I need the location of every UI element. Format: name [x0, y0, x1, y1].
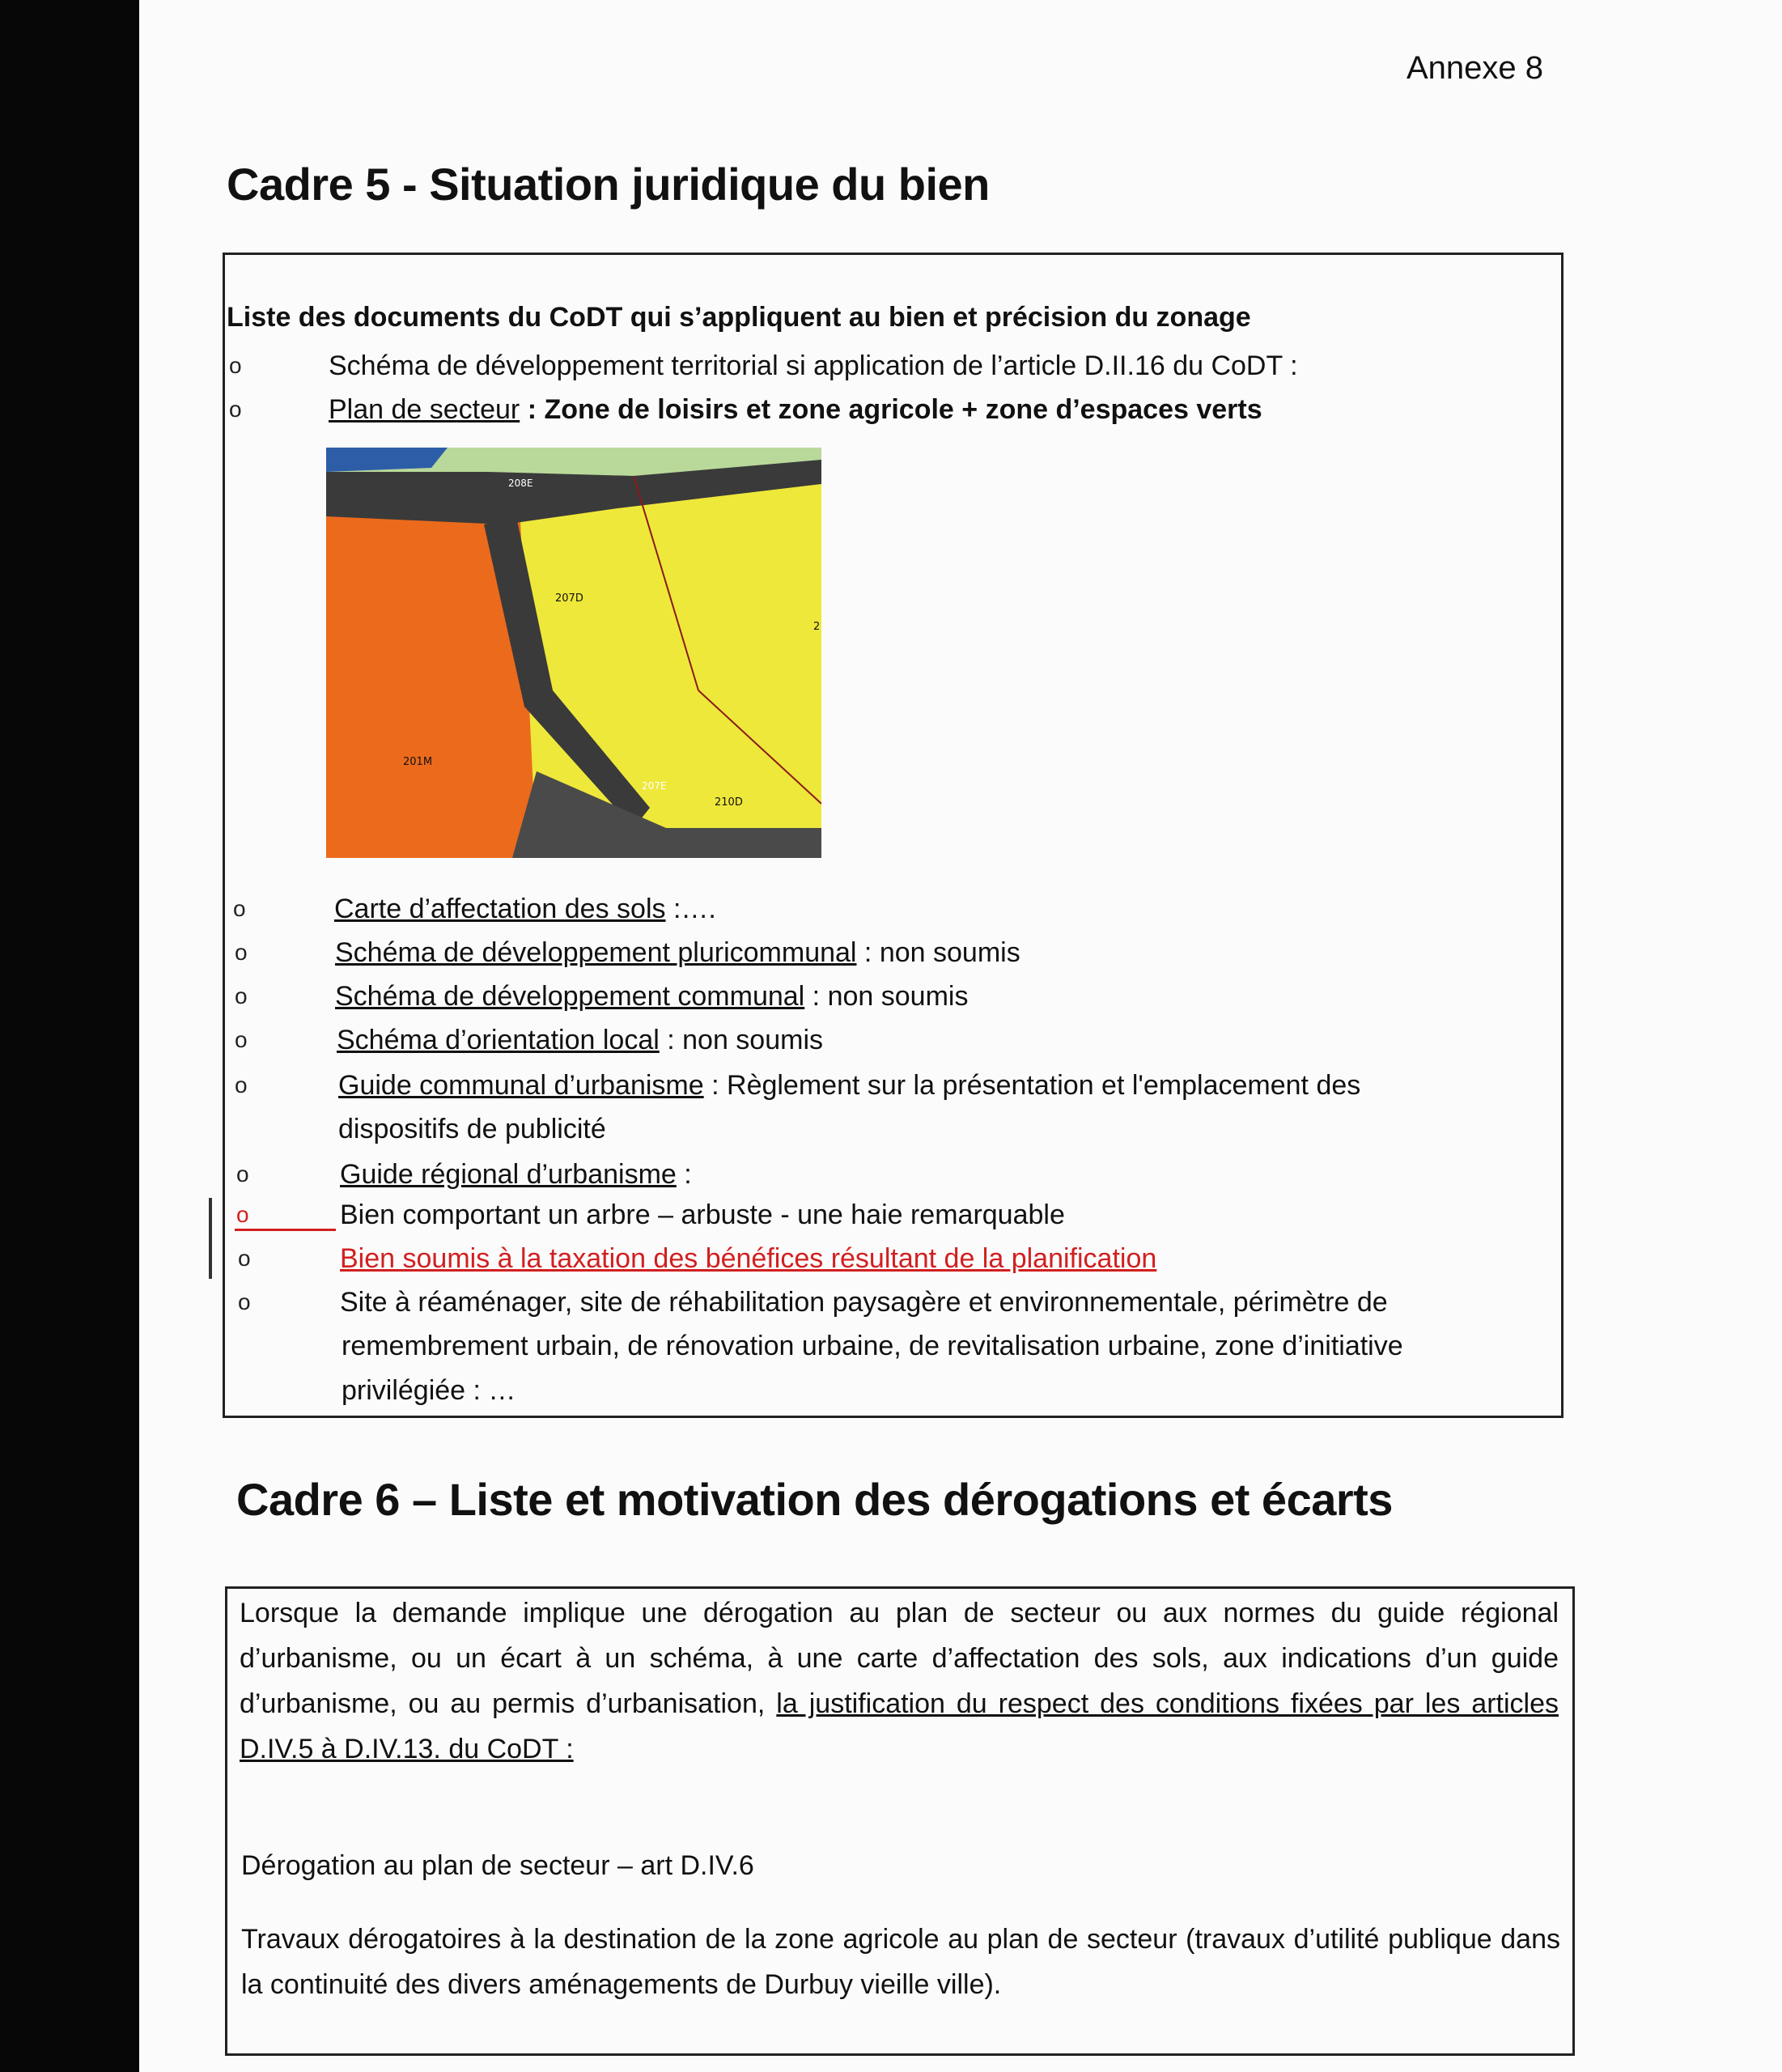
red-annotation-line	[235, 1229, 336, 1231]
annex-label: Annexe 8	[1406, 50, 1543, 86]
item-sdt	[329, 344, 1298, 388]
item-arbre: Bien comportant un arbre – arbuste - une haie remarquable	[340, 1199, 1065, 1230]
cadre5-title: Cadre 5 - Situation juridique du bien	[227, 159, 990, 210]
item-label: Guide régional d’urbanisme	[340, 1159, 677, 1190]
bullet: o	[238, 1246, 251, 1271]
bullet: o	[238, 1289, 251, 1314]
item-value: : non soumis	[659, 1025, 824, 1055]
map-label: 2	[813, 621, 821, 633]
zoning-map	[326, 448, 821, 858]
item-value: : Règlement sur la présentation et l'emplacement des	[703, 1070, 1361, 1101]
cadre5-list-title: Liste des documents du CoDT qui s’appliquent au bien et précision du zonage	[227, 302, 1251, 333]
bullet: o	[235, 983, 248, 1008]
cadre6-title: Cadre 6 – Liste et motivation des dérogations et écarts	[236, 1474, 1393, 1525]
item-value: : Zone de loisirs et zone agricole + zone d’espaces verts	[520, 394, 1262, 425]
para-text: Lorsque la demande implique une dérogation au plan de secteur ou aux normes du guide régional d’urbanisme, ou un écart à un schéma, à une carte d’affectation des sols, aux indications d’un guide d’urbanisme, ou au permis d’urbanisation,	[240, 1598, 1559, 1719]
item-label: Plan de secteur	[329, 394, 520, 425]
item-site-line3: privilégiée : …	[342, 1375, 516, 1406]
item-value: : non soumis	[804, 981, 969, 1012]
map-label: 207E	[642, 780, 667, 792]
cadre6-derogation-line: Dérogation au plan de secteur – art D.IV.6	[241, 1850, 754, 1881]
bullet: o	[233, 896, 246, 921]
item-site-line2: remembrement urbain, de rénovation urbaine, de revitalisation urbaine, zone d’initiative	[342, 1331, 1403, 1361]
item-sdc	[335, 974, 968, 1018]
bullet: o	[229, 397, 242, 422]
map-label: 210D	[715, 796, 743, 809]
item-sdp	[335, 931, 1020, 974]
item-value: :….	[665, 894, 716, 924]
para-underlined: la justification du respect des conditions fixées par les articles D.IV.5 à D.IV.13. du CoDT :	[240, 1688, 1559, 1764]
item-label: Schéma d’orientation local	[337, 1025, 660, 1055]
cadre6-paragraph-3: Travaux dérogatoires à la destination de la zone agricole au plan de secteur (travaux d’utilité publique dans la continuité des divers aménagements de Durbuy vieille ville).	[241, 1924, 1560, 2000]
item-label: Schéma de développement pluricommunal	[335, 937, 857, 968]
margin-bar	[209, 1198, 212, 1279]
map-label: 207D	[555, 592, 583, 605]
item-value: :	[676, 1159, 692, 1190]
item-label: Schéma de développement communal	[335, 981, 805, 1012]
item-gcu-cont: dispositifs de publicité	[338, 1114, 606, 1144]
item-carte-affectation	[334, 887, 716, 931]
item-label: Carte d’affectation des sols	[334, 894, 666, 924]
item-gru	[340, 1153, 692, 1196]
bullet: o	[236, 1161, 249, 1187]
bullet: o	[235, 1072, 248, 1098]
item-label: Schéma de développement territorial si application de l’article D.II.16 du CoDT :	[329, 350, 1298, 381]
map-label: 201M	[403, 756, 433, 768]
scan-edge	[0, 0, 139, 2072]
item-plan-secteur	[329, 388, 1262, 431]
item-sol	[337, 1018, 823, 1062]
cadre6-paragraph-1	[240, 1590, 1559, 1772]
item-label: Guide communal d’urbanisme	[338, 1070, 704, 1101]
item-gcu	[338, 1064, 1360, 1107]
bullet: o	[236, 1202, 249, 1227]
item-value: : non soumis	[856, 937, 1020, 968]
item-taxation: Bien soumis à la taxation des bénéfices résultant de la planification	[340, 1243, 1157, 1274]
map-label: 208E	[508, 478, 533, 489]
item-site-line1: Site à réaménager, site de réhabilitation paysagère et environnementale, périmètre de	[340, 1287, 1388, 1318]
bullet: o	[235, 1027, 248, 1052]
bullet: o	[229, 353, 242, 378]
bullet: o	[235, 940, 248, 965]
